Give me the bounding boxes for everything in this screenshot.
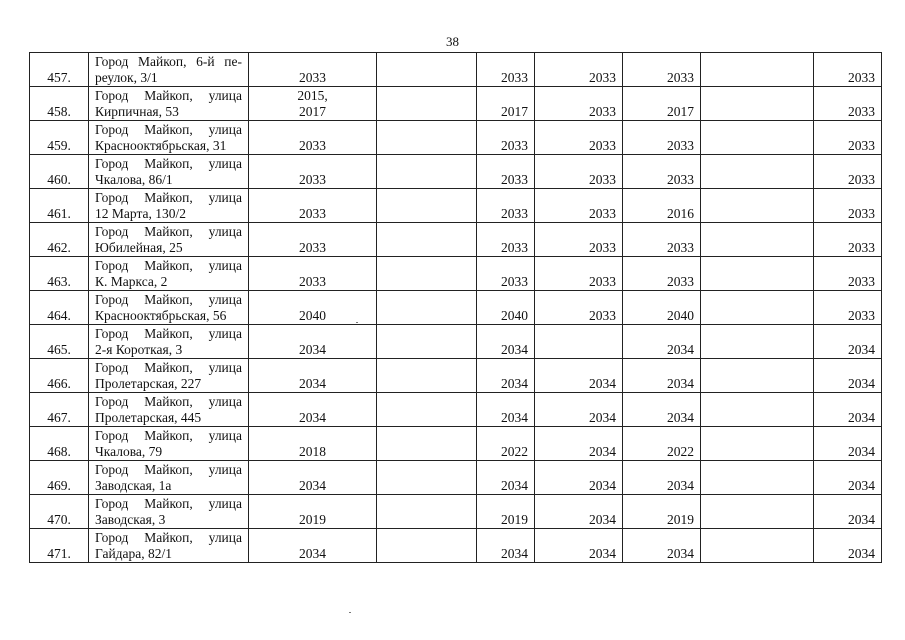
address-line-1 bbox=[95, 258, 242, 274]
row-number: 470. bbox=[30, 495, 89, 529]
year-cell-6 bbox=[701, 257, 814, 291]
address-cell bbox=[89, 87, 249, 121]
address-line-2: Чкалова, 79 bbox=[95, 444, 163, 459]
address-line-2: К. Маркса, 2 bbox=[95, 274, 168, 289]
year-cell-4: 2034 bbox=[535, 359, 623, 393]
address-word: улица bbox=[208, 326, 242, 341]
year-cell-3: 2019 bbox=[477, 495, 535, 529]
row-number: 465. bbox=[30, 325, 89, 359]
address-word: Майкоп, bbox=[144, 88, 193, 103]
address-cell bbox=[89, 155, 249, 189]
year-cell-2 bbox=[377, 393, 477, 427]
address-line-1 bbox=[95, 156, 242, 172]
year-cell-4: 2033 bbox=[535, 257, 623, 291]
address-word: Майкоп, bbox=[144, 190, 193, 205]
year-cell-1: 2034 bbox=[249, 393, 377, 427]
year-cell-7: 2034 bbox=[814, 393, 882, 427]
address-word: Майкоп, bbox=[144, 326, 193, 341]
year-cell-5: 2033 bbox=[623, 257, 701, 291]
address-cell bbox=[89, 223, 249, 257]
table-row bbox=[30, 393, 882, 427]
row-number: 462. bbox=[30, 223, 89, 257]
row-number: 468. bbox=[30, 427, 89, 461]
year-cell-4 bbox=[535, 325, 623, 359]
year-cell-2 bbox=[377, 53, 477, 87]
year-cell-4: 2033 bbox=[535, 155, 623, 189]
year-cell-5: 2034 bbox=[623, 359, 701, 393]
table-row bbox=[30, 53, 882, 87]
address-word: Майкоп, bbox=[144, 496, 193, 511]
year-cell-6 bbox=[701, 393, 814, 427]
address-line-1 bbox=[95, 394, 242, 410]
address-word: улица bbox=[208, 156, 242, 171]
year-cell-3: 2033 bbox=[477, 257, 535, 291]
year-cell-1: 2034 bbox=[249, 461, 377, 495]
year-cell-3: 2040 bbox=[477, 291, 535, 325]
document-table bbox=[29, 52, 882, 563]
address-line-1 bbox=[95, 326, 242, 342]
year-cell-1 bbox=[249, 87, 377, 121]
address-line-2: Чкалова, 86/1 bbox=[95, 172, 173, 187]
year-cell-7: 2033 bbox=[814, 291, 882, 325]
table-row bbox=[30, 257, 882, 291]
address-word: Город bbox=[95, 496, 129, 511]
address-word: Город bbox=[95, 394, 129, 409]
year-cell-1: 2018 bbox=[249, 427, 377, 461]
row-number: 460. bbox=[30, 155, 89, 189]
address-word: улица bbox=[208, 360, 242, 375]
address-line-1 bbox=[95, 54, 242, 70]
address-line-2: Юбилейная, 25 bbox=[95, 240, 183, 255]
address-line-2: Краснооктябрьская, 31 bbox=[95, 138, 227, 153]
year-cell-4: 2033 bbox=[535, 291, 623, 325]
year-cell-6 bbox=[701, 87, 814, 121]
year-cell-5: 2022 bbox=[623, 427, 701, 461]
row-number: 469. bbox=[30, 461, 89, 495]
table-row bbox=[30, 155, 882, 189]
address-line-2: 12 Марта, 130/2 bbox=[95, 206, 186, 221]
address-line-1 bbox=[95, 122, 242, 138]
year-cell-1: 2033 bbox=[249, 121, 377, 155]
year-cell-5: 2040 bbox=[623, 291, 701, 325]
address-word: Город bbox=[95, 326, 129, 341]
year-cell-5: 2034 bbox=[623, 325, 701, 359]
table-row bbox=[30, 87, 882, 121]
address-word: улица bbox=[208, 258, 242, 273]
year-cell-3: 2034 bbox=[477, 393, 535, 427]
year-cell-3: 2034 bbox=[477, 529, 535, 563]
row-number: 471. bbox=[30, 529, 89, 563]
address-line-2: Кирпичная, 53 bbox=[95, 104, 179, 119]
year-cell-5: 2034 bbox=[623, 461, 701, 495]
year-cell-7: 2034 bbox=[814, 427, 882, 461]
address-word: Майкоп, bbox=[144, 530, 193, 545]
address-line-1 bbox=[95, 224, 242, 240]
year-cell-4: 2034 bbox=[535, 495, 623, 529]
year-cell-2 bbox=[377, 495, 477, 529]
table-row bbox=[30, 325, 882, 359]
year-cell-2 bbox=[377, 257, 477, 291]
year-cell-3: 2017 bbox=[477, 87, 535, 121]
address-word: Майкоп, bbox=[144, 428, 193, 443]
year-cell-6 bbox=[701, 427, 814, 461]
year-cell-7: 2034 bbox=[814, 325, 882, 359]
address-word: Город bbox=[95, 428, 129, 443]
address-word: улица bbox=[208, 190, 242, 205]
year-cell-1: 2033 bbox=[249, 189, 377, 223]
year-cell-7: 2033 bbox=[814, 87, 882, 121]
address-cell bbox=[89, 359, 249, 393]
address-line-1 bbox=[95, 190, 242, 206]
row-number: 457. bbox=[30, 53, 89, 87]
year-cell-4: 2033 bbox=[535, 87, 623, 121]
address-line-1 bbox=[95, 462, 242, 478]
year-cell-2 bbox=[377, 87, 477, 121]
address-word: Город bbox=[95, 462, 129, 477]
year-cell-7: 2034 bbox=[814, 495, 882, 529]
year-cell-6 bbox=[701, 155, 814, 189]
address-line-2: Заводская, 1а bbox=[95, 478, 172, 493]
year-cell-3: 2022 bbox=[477, 427, 535, 461]
year-cell-2 bbox=[377, 427, 477, 461]
year-cell-7: 2033 bbox=[814, 121, 882, 155]
year-cell-7: 2033 bbox=[814, 223, 882, 257]
year-value-part: 2017 bbox=[299, 104, 326, 119]
address-line-2: Заводская, 3 bbox=[95, 512, 166, 527]
year-cell-1: 2033 bbox=[249, 223, 377, 257]
year-cell-3: 2034 bbox=[477, 461, 535, 495]
address-line-2: Гайдара, 82/1 bbox=[95, 546, 173, 561]
year-cell-6 bbox=[701, 325, 814, 359]
address-word: улица bbox=[208, 428, 242, 443]
address-line-2: реулок, 3/1 bbox=[95, 70, 158, 85]
year-cell-6 bbox=[701, 461, 814, 495]
year-cell-5: 2016 bbox=[623, 189, 701, 223]
year-cell-6 bbox=[701, 121, 814, 155]
table-row bbox=[30, 291, 882, 325]
year-cell-4: 2033 bbox=[535, 223, 623, 257]
year-cell-5: 2033 bbox=[623, 223, 701, 257]
year-cell-3: 2033 bbox=[477, 121, 535, 155]
row-number: 463. bbox=[30, 257, 89, 291]
year-cell-6 bbox=[701, 223, 814, 257]
address-word: улица bbox=[208, 122, 242, 137]
address-cell bbox=[89, 393, 249, 427]
address-cell bbox=[89, 121, 249, 155]
year-cell-7: 2033 bbox=[814, 257, 882, 291]
year-cell-5: 2033 bbox=[623, 53, 701, 87]
address-cell bbox=[89, 325, 249, 359]
address-word: Майкоп, bbox=[144, 360, 193, 375]
address-word: пе- bbox=[224, 54, 242, 69]
row-number: 458. bbox=[30, 87, 89, 121]
row-number: 459. bbox=[30, 121, 89, 155]
table-row bbox=[30, 495, 882, 529]
year-cell-3: 2033 bbox=[477, 223, 535, 257]
year-cell-2 bbox=[377, 529, 477, 563]
address-word: Майкоп, bbox=[144, 224, 193, 239]
address-word: Город bbox=[95, 360, 129, 375]
table-body bbox=[30, 53, 882, 563]
year-cell-6 bbox=[701, 495, 814, 529]
year-cell-7: 2034 bbox=[814, 461, 882, 495]
year-cell-2 bbox=[377, 359, 477, 393]
address-cell bbox=[89, 529, 249, 563]
year-cell-6 bbox=[701, 291, 814, 325]
year-cell-6 bbox=[701, 529, 814, 563]
address-word: Город bbox=[95, 190, 129, 205]
year-cell-1: 2034 bbox=[249, 529, 377, 563]
table-row bbox=[30, 461, 882, 495]
year-cell-4: 2034 bbox=[535, 393, 623, 427]
address-word: Майкоп, bbox=[144, 394, 193, 409]
year-cell-2 bbox=[377, 291, 477, 325]
year-cell-4: 2034 bbox=[535, 529, 623, 563]
address-cell bbox=[89, 53, 249, 87]
address-line-1 bbox=[95, 88, 242, 104]
address-word: Майкоп, bbox=[144, 462, 193, 477]
year-cell-2 bbox=[377, 325, 477, 359]
table-row bbox=[30, 359, 882, 393]
year-cell-1: 2019 bbox=[249, 495, 377, 529]
year-cell-3: 2033 bbox=[477, 189, 535, 223]
year-cell-5: 2033 bbox=[623, 155, 701, 189]
address-line-1 bbox=[95, 530, 242, 546]
address-word: Город bbox=[95, 292, 129, 307]
address-word: улица bbox=[208, 88, 242, 103]
table-row bbox=[30, 427, 882, 461]
address-line-1 bbox=[95, 496, 242, 512]
scan-speck bbox=[356, 322, 358, 323]
address-word: Город bbox=[95, 122, 129, 137]
row-number: 466. bbox=[30, 359, 89, 393]
year-cell-1: 2033 bbox=[249, 53, 377, 87]
address-cell bbox=[89, 495, 249, 529]
year-value-part: 2015, bbox=[297, 88, 328, 103]
year-cell-2 bbox=[377, 155, 477, 189]
year-cell-6 bbox=[701, 53, 814, 87]
address-word: Майкоп, bbox=[144, 258, 193, 273]
address-word: улица bbox=[208, 462, 242, 477]
year-cell-3: 2034 bbox=[477, 359, 535, 393]
year-cell-5: 2033 bbox=[623, 121, 701, 155]
table-row bbox=[30, 223, 882, 257]
year-cell-5: 2034 bbox=[623, 529, 701, 563]
address-word: 6-й bbox=[196, 54, 215, 69]
address-cell bbox=[89, 257, 249, 291]
row-number: 461. bbox=[30, 189, 89, 223]
address-cell bbox=[89, 427, 249, 461]
row-number: 467. bbox=[30, 393, 89, 427]
year-cell-7: 2033 bbox=[814, 189, 882, 223]
year-cell-4: 2033 bbox=[535, 189, 623, 223]
address-word: Город bbox=[95, 156, 129, 171]
year-cell-6 bbox=[701, 359, 814, 393]
year-cell-1: 2033 bbox=[249, 155, 377, 189]
year-cell-2 bbox=[377, 223, 477, 257]
year-cell-7: 2034 bbox=[814, 359, 882, 393]
address-word: Город bbox=[95, 54, 129, 69]
address-cell bbox=[89, 291, 249, 325]
year-cell-1: 2034 bbox=[249, 325, 377, 359]
address-word: улица bbox=[208, 496, 242, 511]
year-cell-7: 2033 bbox=[814, 155, 882, 189]
address-word: улица bbox=[208, 292, 242, 307]
table-row bbox=[30, 529, 882, 563]
address-word: Майкоп, bbox=[144, 122, 193, 137]
address-cell bbox=[89, 189, 249, 223]
address-word: Город bbox=[95, 530, 129, 545]
table-row bbox=[30, 189, 882, 223]
address-cell bbox=[89, 461, 249, 495]
address-line-1 bbox=[95, 360, 242, 376]
year-cell-5: 2034 bbox=[623, 393, 701, 427]
year-cell-4: 2034 bbox=[535, 461, 623, 495]
year-cell-2 bbox=[377, 121, 477, 155]
address-word: улица bbox=[208, 530, 242, 545]
year-cell-2 bbox=[377, 189, 477, 223]
address-line-1 bbox=[95, 292, 242, 308]
address-word: Майкоп, bbox=[144, 292, 193, 307]
address-line-2: Краснооктябрьская, 56 bbox=[95, 308, 227, 323]
address-word: Город bbox=[95, 88, 129, 103]
year-cell-3: 2033 bbox=[477, 155, 535, 189]
year-cell-7: 2034 bbox=[814, 529, 882, 563]
address-word: Город bbox=[95, 224, 129, 239]
year-cell-1: 2033 bbox=[249, 257, 377, 291]
row-number: 464. bbox=[30, 291, 89, 325]
year-cell-1: 2040 bbox=[249, 291, 377, 325]
year-cell-4: 2033 bbox=[535, 121, 623, 155]
address-word: Город bbox=[95, 258, 129, 273]
year-cell-5: 2017 bbox=[623, 87, 701, 121]
year-cell-3: 2033 bbox=[477, 53, 535, 87]
address-word: Майкоп, bbox=[144, 156, 193, 171]
year-cell-6 bbox=[701, 189, 814, 223]
year-cell-4: 2033 bbox=[535, 53, 623, 87]
address-word: Майкоп, bbox=[138, 54, 187, 69]
year-cell-2 bbox=[377, 461, 477, 495]
year-cell-4: 2034 bbox=[535, 427, 623, 461]
page-number: 38 bbox=[446, 34, 459, 49]
year-cell-1: 2034 bbox=[249, 359, 377, 393]
address-line-1 bbox=[95, 428, 242, 444]
year-cell-3: 2034 bbox=[477, 325, 535, 359]
year-cell-7: 2033 bbox=[814, 53, 882, 87]
scan-speck bbox=[349, 612, 351, 613]
table-row bbox=[30, 121, 882, 155]
address-line-2: Пролетарская, 445 bbox=[95, 410, 202, 425]
address-word: улица bbox=[208, 224, 242, 239]
address-line-2: Пролетарская, 227 bbox=[95, 376, 202, 391]
address-word: улица bbox=[208, 394, 242, 409]
address-line-2: 2-я Короткая, 3 bbox=[95, 342, 183, 357]
year-cell-5: 2019 bbox=[623, 495, 701, 529]
